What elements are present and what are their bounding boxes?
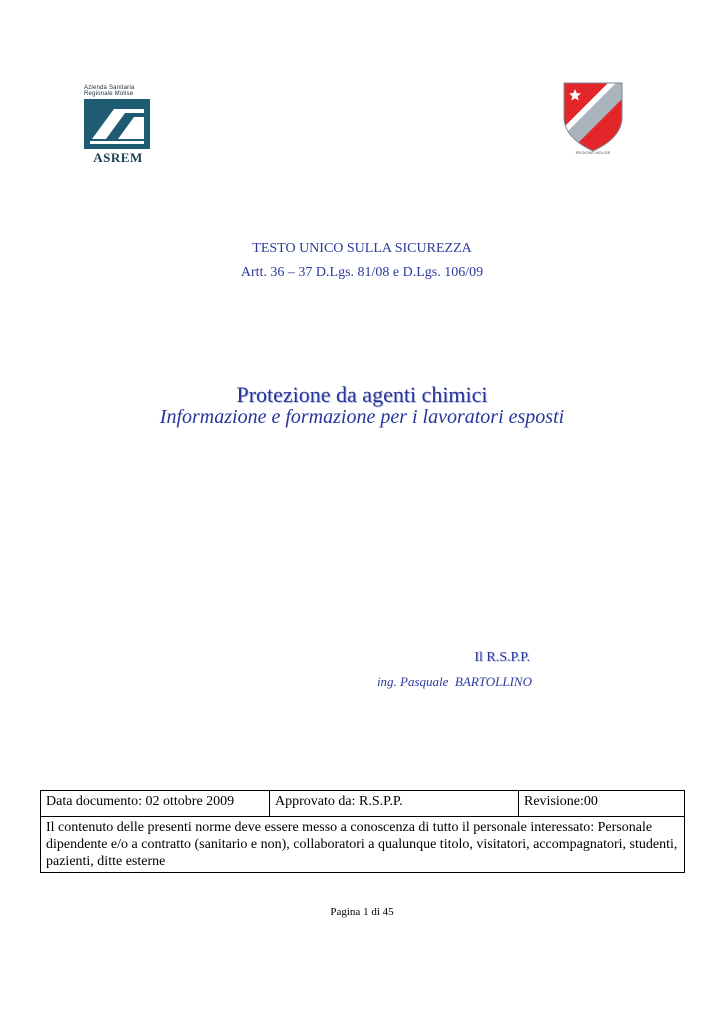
info-row-meta xyxy=(41,791,685,817)
info-row-note xyxy=(41,817,685,873)
document-date: Data documento: 02 ottobre 2009 xyxy=(41,791,270,817)
asrem-name: ASREM xyxy=(93,150,143,165)
document-subtitle: Informazione e formazione per i lavoratori esposti xyxy=(159,406,565,428)
asrem-emblem xyxy=(84,99,150,149)
document-info-table xyxy=(40,790,685,873)
header-law-articles: Artt. 36 – 37 D.Lgs. 81/08 e D.Lgs. 106/09 xyxy=(240,265,484,280)
molise-shield-logo xyxy=(562,81,624,155)
signature-name: ing. Pasquale BARTOLLINO xyxy=(376,674,532,689)
asrem-org-text xyxy=(84,85,152,97)
signature-role: Il R.S.P.P. xyxy=(474,650,530,665)
page-number: Pagina 1 di 45 xyxy=(330,906,394,918)
asrem-org-line2: Regionale Molise xyxy=(84,91,134,97)
asrem-org-line1: Azienda Sanitaria xyxy=(84,85,135,91)
approved-by: Approvato da: R.S.P.P. xyxy=(270,791,519,817)
asrem-logo xyxy=(84,85,152,165)
document-title: Protezione da agenti chimici xyxy=(236,382,488,407)
header-law-title: TESTO UNICO SULLA SICUREZZA xyxy=(252,241,472,256)
distribution-note: Il contenuto delle presenti norme deve essere messo a conoscenza di tutto il personale interessato: Personale dipendente e/o a contratto (sanitario e non), collaboratori a qualunque titolo, visitatori, accompagnatori, studenti, pazienti, ditte esterne xyxy=(41,817,685,873)
molise-caption: REGIONE MOLISE xyxy=(575,150,611,155)
revision: Revisione:00 xyxy=(519,791,685,817)
